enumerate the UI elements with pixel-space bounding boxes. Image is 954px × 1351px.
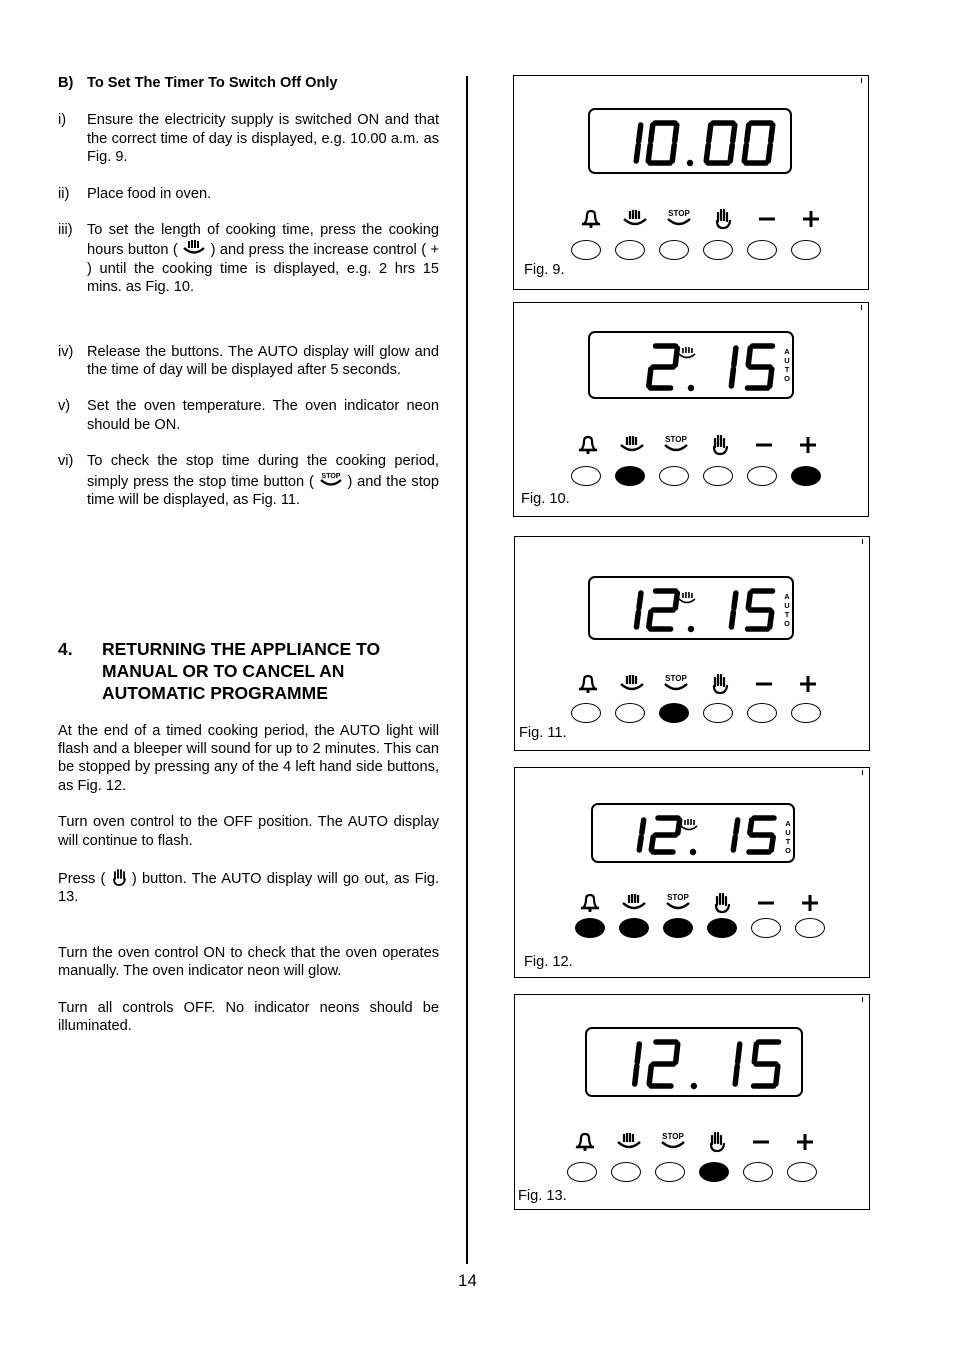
stop-time-button[interactable] bbox=[659, 240, 689, 260]
display-digit bbox=[706, 123, 735, 163]
segment bbox=[736, 820, 738, 833]
icon-slot bbox=[698, 433, 742, 457]
icon-slot bbox=[612, 891, 656, 915]
segment bbox=[771, 837, 773, 850]
svg-text:STOP: STOP bbox=[321, 472, 341, 480]
segment bbox=[636, 612, 638, 627]
cook-hours-button[interactable] bbox=[619, 918, 649, 938]
cook-hours-icon bbox=[681, 819, 697, 830]
segment bbox=[676, 1044, 678, 1062]
segment bbox=[639, 837, 641, 850]
svg-text:STOP: STOP bbox=[665, 435, 687, 444]
minus-icon bbox=[751, 673, 777, 695]
corner-mark bbox=[861, 305, 862, 310]
stop-time-icon bbox=[319, 471, 343, 489]
manual-hand-icon bbox=[111, 868, 127, 886]
manual-hand-icon bbox=[707, 434, 733, 456]
cook-hours-icon bbox=[619, 673, 645, 695]
segment bbox=[750, 820, 752, 833]
svg-text:STOP: STOP bbox=[668, 209, 690, 218]
segment bbox=[748, 348, 750, 365]
decrease-button[interactable] bbox=[743, 1162, 773, 1182]
cook-hours-button[interactable] bbox=[615, 240, 645, 260]
step-ii: ii) Place food in oven. bbox=[58, 185, 212, 202]
stop-time-button[interactable] bbox=[655, 1162, 685, 1182]
step-iii: iii) To set the length of cooking time, press the cooking hours button ( ) and press the increase control ( + ) until the cooking time is displayed, e.g. 2 hrs 15 mins. as Fig. 10. bbox=[58, 222, 439, 296]
segment bbox=[639, 125, 641, 141]
svg-text:STOP: STOP bbox=[665, 674, 687, 683]
segment bbox=[642, 820, 644, 833]
decrease-button[interactable] bbox=[747, 240, 777, 260]
segment bbox=[754, 1044, 756, 1062]
instructions-column bbox=[58, 74, 439, 1053]
display-digit bbox=[748, 346, 773, 388]
control-icons-row bbox=[568, 891, 832, 915]
segment bbox=[649, 1066, 651, 1084]
segment bbox=[635, 1066, 637, 1084]
icon-slot bbox=[695, 1130, 739, 1154]
display-digit bbox=[749, 818, 774, 852]
segment bbox=[731, 612, 733, 627]
segment bbox=[771, 125, 773, 141]
display-digit bbox=[639, 820, 643, 850]
bell-icon bbox=[572, 1131, 598, 1153]
stop-time-icon bbox=[665, 892, 691, 914]
cook-hours-button[interactable] bbox=[615, 466, 645, 486]
manual-hand-icon bbox=[704, 1131, 730, 1153]
icon-slot bbox=[744, 891, 788, 915]
display-digit bbox=[649, 591, 677, 629]
decimal-point bbox=[688, 385, 694, 391]
display-digit bbox=[651, 818, 679, 852]
icon-slot bbox=[788, 891, 832, 915]
seven-segment-readout bbox=[590, 110, 794, 176]
control-buttons-row bbox=[575, 918, 839, 938]
display-digit bbox=[733, 820, 737, 850]
timer-display bbox=[591, 803, 795, 863]
segment bbox=[731, 369, 733, 386]
segment bbox=[748, 593, 750, 608]
manual-button[interactable] bbox=[703, 703, 733, 723]
svg-text:STOP: STOP bbox=[662, 1132, 684, 1141]
icon-slot bbox=[656, 891, 700, 915]
cook-hours-icon bbox=[679, 347, 695, 358]
cook-hours-icon bbox=[619, 434, 645, 456]
minus-icon bbox=[754, 208, 780, 230]
corner-mark bbox=[862, 997, 863, 1002]
icon-slot bbox=[786, 433, 830, 457]
icon-slot bbox=[610, 672, 654, 696]
segment bbox=[747, 125, 749, 141]
icon-slot bbox=[651, 1130, 695, 1154]
bell-icon bbox=[577, 892, 603, 914]
display-digit bbox=[731, 593, 735, 627]
bell-button[interactable] bbox=[575, 918, 605, 938]
segment bbox=[734, 593, 736, 608]
segment bbox=[776, 1066, 778, 1084]
segment bbox=[651, 837, 653, 850]
icon-slot bbox=[607, 1130, 651, 1154]
seven-segment-readout bbox=[590, 578, 796, 642]
icon-slot bbox=[700, 891, 744, 915]
segment bbox=[770, 612, 772, 627]
manual-hand-icon bbox=[709, 892, 735, 914]
icon-slot bbox=[783, 1130, 827, 1154]
plus-icon bbox=[797, 892, 823, 914]
control-buttons-row bbox=[567, 1162, 831, 1182]
seven-segment-readout bbox=[590, 333, 796, 401]
decrease-button[interactable] bbox=[751, 918, 781, 938]
control-icons-row bbox=[563, 1130, 827, 1154]
icon-slot bbox=[739, 1130, 783, 1154]
decimal-point bbox=[687, 160, 693, 166]
step-i: i) Ensure the electricity supply is switched ON and that the correct time of day is displayed, e.g. 10.00 a.m. as Fig. 9. bbox=[58, 112, 439, 166]
bell-button[interactable] bbox=[571, 240, 601, 260]
corner-mark bbox=[862, 770, 863, 775]
bell-button[interactable] bbox=[571, 703, 601, 723]
timer-display bbox=[588, 576, 794, 640]
icon-slot bbox=[569, 207, 613, 231]
control-panel-figure bbox=[514, 767, 870, 978]
seven-segment-readout bbox=[587, 1029, 805, 1099]
segment bbox=[744, 145, 746, 161]
display-digit bbox=[649, 346, 678, 388]
icon-slot bbox=[654, 433, 698, 457]
cook-hours-button[interactable] bbox=[615, 703, 645, 723]
page-number: 14 bbox=[458, 1271, 477, 1290]
auto-indicator: A U T O bbox=[785, 819, 791, 855]
increase-button[interactable] bbox=[791, 240, 821, 260]
control-buttons-row bbox=[571, 703, 835, 723]
segment bbox=[636, 145, 638, 161]
corner-mark bbox=[862, 539, 863, 544]
icon-slot bbox=[568, 891, 612, 915]
segment bbox=[639, 593, 641, 608]
cook-hours-icon bbox=[621, 892, 647, 914]
segment bbox=[675, 593, 677, 608]
icon-slot bbox=[698, 672, 742, 696]
cook-hours-icon bbox=[182, 239, 206, 257]
segment bbox=[733, 837, 735, 850]
cook-hours-icon bbox=[679, 592, 695, 603]
paragraph: Turn oven control to the OFF position. The AUTO display will continue to flash. bbox=[58, 814, 439, 849]
timer-display bbox=[585, 1027, 803, 1097]
timer-display bbox=[588, 108, 792, 174]
bell-button[interactable] bbox=[571, 466, 601, 486]
paragraph: Press ( ) button. The AUTO display will go out, as Fig. 13. bbox=[58, 868, 439, 907]
cook-hours-button[interactable] bbox=[611, 1162, 641, 1182]
display-digit bbox=[731, 348, 736, 386]
figure-label: Fig. 11. bbox=[519, 725, 567, 741]
figure-label: Fig. 13. bbox=[518, 1188, 567, 1204]
icon-slot bbox=[566, 433, 610, 457]
icon-slot bbox=[701, 207, 745, 231]
increase-button[interactable] bbox=[787, 1162, 817, 1182]
bell-icon bbox=[575, 434, 601, 456]
control-buttons-row bbox=[571, 240, 835, 260]
segment bbox=[768, 145, 770, 161]
stop-time-button[interactable] bbox=[659, 466, 689, 486]
bell-icon bbox=[575, 673, 601, 695]
corner-mark bbox=[861, 78, 862, 83]
icon-slot bbox=[786, 672, 830, 696]
auto-indicator: A U T O bbox=[784, 592, 790, 628]
icon-slot bbox=[613, 207, 657, 231]
increase-button[interactable] bbox=[791, 466, 821, 486]
control-buttons-row bbox=[571, 466, 835, 486]
manual-button[interactable] bbox=[707, 918, 737, 938]
segment bbox=[738, 1044, 740, 1062]
increase-button[interactable] bbox=[795, 918, 825, 938]
plus-icon bbox=[795, 434, 821, 456]
manual-button[interactable] bbox=[703, 466, 733, 486]
icon-slot bbox=[742, 672, 786, 696]
minus-icon bbox=[751, 434, 777, 456]
increase-button[interactable] bbox=[791, 703, 821, 723]
icon-slot bbox=[745, 207, 789, 231]
figure-label: Fig. 12. bbox=[524, 954, 573, 970]
control-icons-row bbox=[569, 207, 833, 231]
decimal-point bbox=[688, 626, 694, 632]
decrease-button[interactable] bbox=[747, 466, 777, 486]
segment bbox=[735, 1066, 737, 1084]
svg-text:STOP: STOP bbox=[667, 893, 689, 902]
display-digit bbox=[648, 123, 677, 163]
control-icons-row bbox=[566, 433, 830, 457]
segment bbox=[709, 125, 711, 141]
stop-time-icon bbox=[663, 673, 689, 695]
minus-icon bbox=[753, 892, 779, 914]
paragraph: At the end of a timed cooking period, the AUTO light will flash and a bleeper will sound for up to 2 minutes. This can be stopped by pressing any of the 4 left hand side buttons, as Fig. 12. bbox=[58, 722, 439, 794]
icon-slot bbox=[563, 1130, 607, 1154]
decimal-point bbox=[691, 1083, 697, 1089]
section-4-heading: 4. RETURNING THE APPLIANCE TO MANUAL OR TO CANCEL AN AUTOMATIC PROGRAMME bbox=[58, 638, 381, 703]
cook-hours-icon bbox=[622, 208, 648, 230]
icon-slot bbox=[657, 207, 701, 231]
segment bbox=[651, 125, 653, 141]
stop-time-icon bbox=[660, 1131, 686, 1153]
bell-icon bbox=[578, 208, 604, 230]
segment bbox=[734, 348, 736, 365]
icon-slot bbox=[566, 672, 610, 696]
minus-icon bbox=[748, 1131, 774, 1153]
stop-time-icon bbox=[666, 208, 692, 230]
display-digit bbox=[754, 1042, 779, 1086]
seven-segment-readout bbox=[593, 805, 797, 865]
decimal-point bbox=[690, 849, 696, 855]
stop-time-button[interactable] bbox=[659, 703, 689, 723]
segment bbox=[649, 612, 651, 627]
icon-slot bbox=[610, 433, 654, 457]
segment bbox=[637, 1044, 639, 1062]
paragraph: Turn the oven control ON to check that the oven operates manually. The oven indicator neon will glow. bbox=[58, 944, 439, 980]
segment bbox=[675, 348, 677, 365]
icon-slot bbox=[789, 207, 833, 231]
display-digit bbox=[744, 123, 773, 163]
step-v: v) Set the oven temperature. The oven indicator neon should be ON. bbox=[58, 398, 439, 433]
segment bbox=[706, 145, 708, 161]
segment bbox=[648, 145, 650, 161]
figure-label: Fig. 10. bbox=[521, 491, 570, 507]
stop-time-icon bbox=[663, 434, 689, 456]
manual-button[interactable] bbox=[699, 1162, 729, 1182]
display-digit bbox=[636, 593, 640, 627]
plus-icon bbox=[792, 1131, 818, 1153]
segment bbox=[649, 369, 651, 386]
plus-icon bbox=[798, 208, 824, 230]
plus-icon bbox=[795, 673, 821, 695]
paragraph: Turn all controls OFF. No indicator neons should be illuminated. bbox=[58, 999, 439, 1034]
column-divider bbox=[466, 76, 468, 1264]
stop-time-button[interactable] bbox=[663, 918, 693, 938]
display-digit bbox=[649, 1042, 678, 1086]
auto-indicator: A U T O bbox=[784, 347, 790, 383]
cook-hours-icon bbox=[616, 1131, 642, 1153]
manual-hand-icon bbox=[707, 673, 733, 695]
manual-button[interactable] bbox=[703, 240, 733, 260]
display-digit bbox=[636, 125, 641, 161]
segment bbox=[675, 125, 677, 141]
segment bbox=[678, 820, 680, 833]
step-iv: iv) Release the buttons. The AUTO display will glow and the time of day will be displayed after 5 seconds. bbox=[58, 343, 439, 379]
section-b-heading: B) To Set The Timer To Switch Off Only bbox=[58, 75, 338, 91]
segment bbox=[730, 145, 732, 161]
timer-display bbox=[588, 331, 794, 399]
bell-button[interactable] bbox=[567, 1162, 597, 1182]
icon-slot bbox=[742, 433, 786, 457]
display-digit bbox=[735, 1044, 740, 1084]
icon-slot bbox=[654, 672, 698, 696]
control-icons-row bbox=[566, 672, 830, 696]
decrease-button[interactable] bbox=[747, 703, 777, 723]
figure-label: Fig. 9. bbox=[524, 262, 565, 278]
display-digit bbox=[748, 591, 773, 629]
segment bbox=[733, 125, 735, 141]
step-vi: vi) To check the stop time during the cooking period, simply press the stop time button ( STOP ) and the stop time will be displayed, as Fig. 11. bbox=[58, 453, 439, 509]
segment bbox=[770, 369, 772, 386]
manual-hand-icon bbox=[710, 208, 736, 230]
display-digit bbox=[635, 1044, 640, 1084]
segment bbox=[672, 145, 674, 161]
